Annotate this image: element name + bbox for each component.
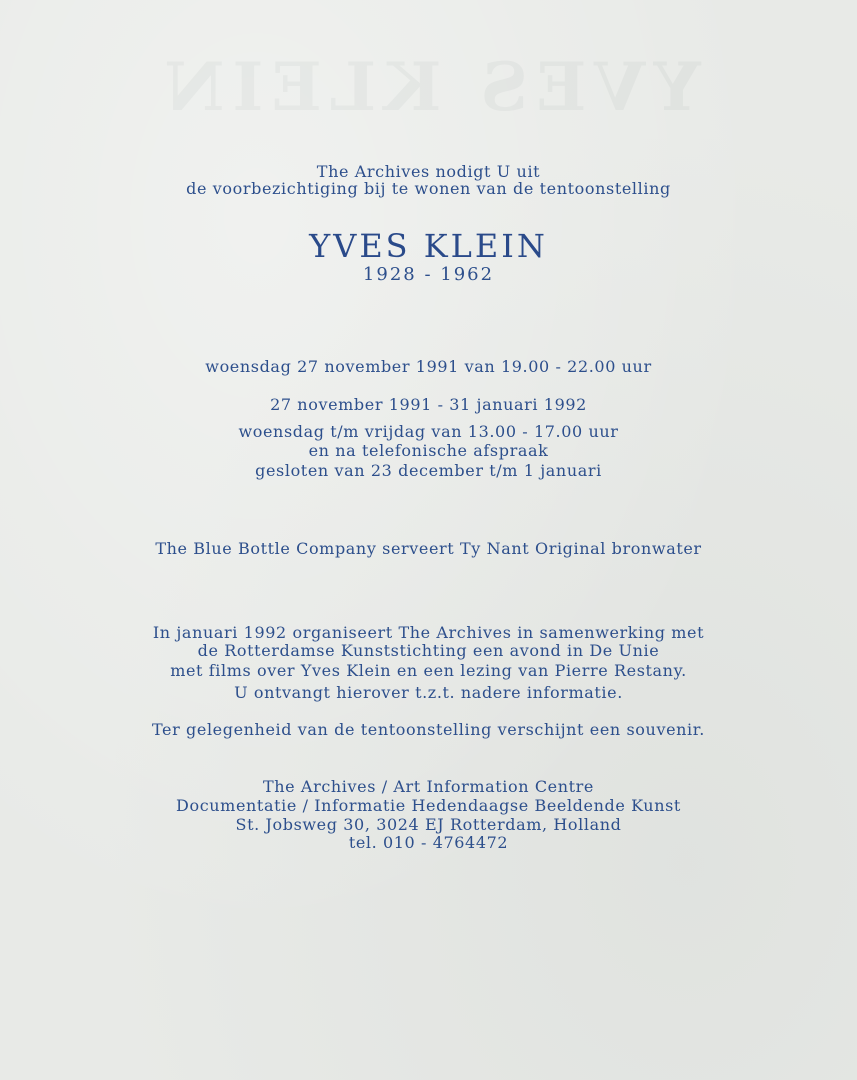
exhibition-period: 27 november 1991 - 31 januari 1992 (270, 395, 587, 414)
event-line-1: In januari 1992 organiseert The Archives in samenwerking met (152, 623, 705, 642)
invitation-line-2: de voorbezichtiging bij te wonen van de tentoonstelling (186, 179, 671, 198)
event-line-4: U ontvangt hierover t.z.t. nadere informatie. (234, 683, 623, 702)
sponsor-line: The Blue Bottle Company serveert Ty Nant Original bronwater (155, 539, 702, 558)
invitation-line-1: The Archives nodigt U uit (316, 162, 541, 181)
souvenir-note: Ter gelegenheid van de tentoonstelling verschijnt een souvenir. (152, 720, 705, 739)
closed-period: gesloten van 23 december t/m 1 januari (255, 461, 602, 480)
contact-subtitle: Documentatie / Informatie Hedendaagse Beeldende Kunst (176, 796, 681, 815)
contact-phone: tel. 010 - 4764472 (348, 833, 509, 852)
artist-title: YVES KLEIN (309, 227, 548, 265)
reverse-side-show-through: YVES KLEIN (156, 48, 701, 126)
preview-date: woensdag 27 november 1991 van 19.00 - 22.00 uur (205, 357, 652, 376)
opening-hours: woensdag t/m vrijdag van 13.00 - 17.00 uur (238, 422, 619, 441)
appointment-note: en na telefonische afspraak (308, 441, 549, 460)
artist-years: 1928 - 1962 (362, 264, 495, 285)
contact-address: St. Jobsweg 30, 3024 EJ Rotterdam, Holland (235, 815, 622, 834)
event-line-2: de Rotterdamse Kunststichting een avond in De Unie (197, 641, 660, 660)
contact-name: The Archives / Art Information Centre (263, 777, 594, 796)
event-line-3: met films over Yves Klein en een lezing van Pierre Restany. (170, 661, 687, 680)
